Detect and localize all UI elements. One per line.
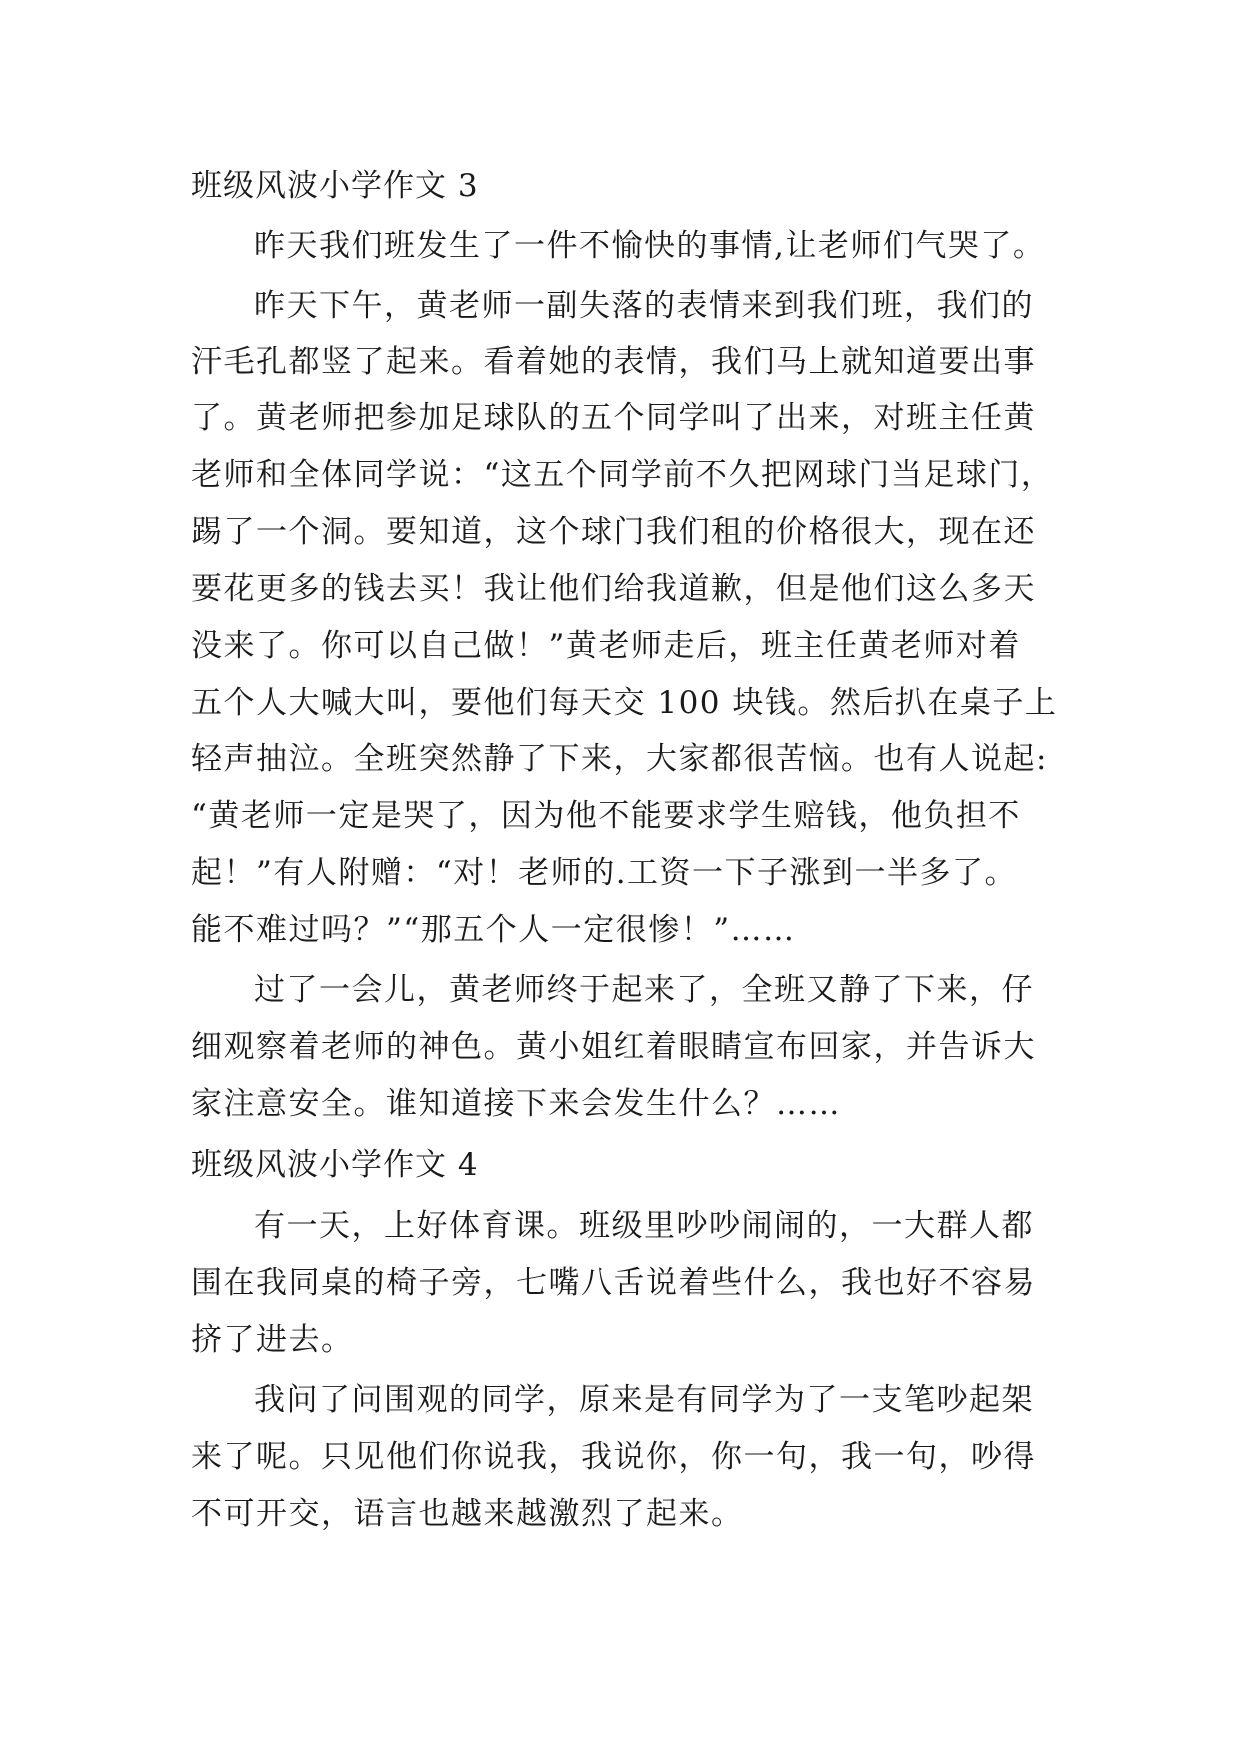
paragraph-line: 我问了问围观的同学，原来是有同学为了一支笔吵起架 [254,1382,1034,1418]
paragraph-line: 细观察着老师的神色。黄小姐红着眼睛宣布回家，并告诉大 [191,1029,1036,1065]
paragraph-line: 不可开交，语言也越来越激烈了起来。 [191,1496,744,1532]
paragraph-line: 起！”有人附赠：“对！老师的.工资一下子涨到一半多了。 [191,855,1018,891]
paragraph-line: 围在我同桌的椅子旁，七嘴八舌说着些什么，我也好不容易 [191,1265,1036,1301]
paragraph-line: 了。黄老师把参加足球队的五个同学叫了出来，对班主任黄 [191,400,1036,436]
paragraph-line: 来了呢。只见他们你说我，我说你，你一句，我一句，吵得 [191,1439,1036,1475]
paragraph-line: 轻声抽泣。全班突然静了下来，大家都很苦恼。也有人说起: [191,741,1048,777]
section-title: 班级风波小学作文 3 [191,168,479,204]
paragraph-line: 老师和全体同学说：“这五个同学前不久把网球门当足球门， [191,457,1054,493]
paragraph-line: “黄老师一定是哭了，因为他不能要求学生赔钱，他负担不 [191,798,1021,834]
paragraph-line: 要花更多的钱去买！我让他们给我道歉，但是他们这么多天 [191,571,1036,607]
paragraph-line: 五个人大喊大叫，要他们每天交 100 块钱。然后扒在桌子上 [191,685,1058,721]
paragraph-line: 过了一会儿，黄老师终于起来了，全班又静了下来，仔 [254,972,1034,1008]
paragraph-line: 汗毛孔都竖了起来。看着她的表情，我们马上就知道要出事 [191,344,1036,380]
paragraph-line: 踢了一个洞。要知道，这个球门我们租的价格很大，现在还 [191,514,1036,550]
paragraph-line: 挤了进去。 [191,1322,354,1358]
paragraph-line: 没来了。你可以自己做！”黄老师走后，班主任黄老师对着 [191,628,1021,664]
paragraph-line: 家注意安全。谁知道接下来会发生什么？…… [191,1086,841,1122]
paragraph-line: 能不难过吗？”“那五个人一定很惨！”…… [191,912,796,948]
paragraph-line: 昨天下午，黄老师一副失落的表情来到我们班，我们的 [254,288,1034,324]
section-title: 班级风波小学作文 4 [191,1147,479,1183]
paragraph-line: 昨天我们班发生了一件不愉快的事情,让老师们气哭了。 [254,228,1046,264]
paragraph-line: 有一天，上好体育课。班级里吵吵闹闹的，一大群人都 [254,1208,1034,1244]
